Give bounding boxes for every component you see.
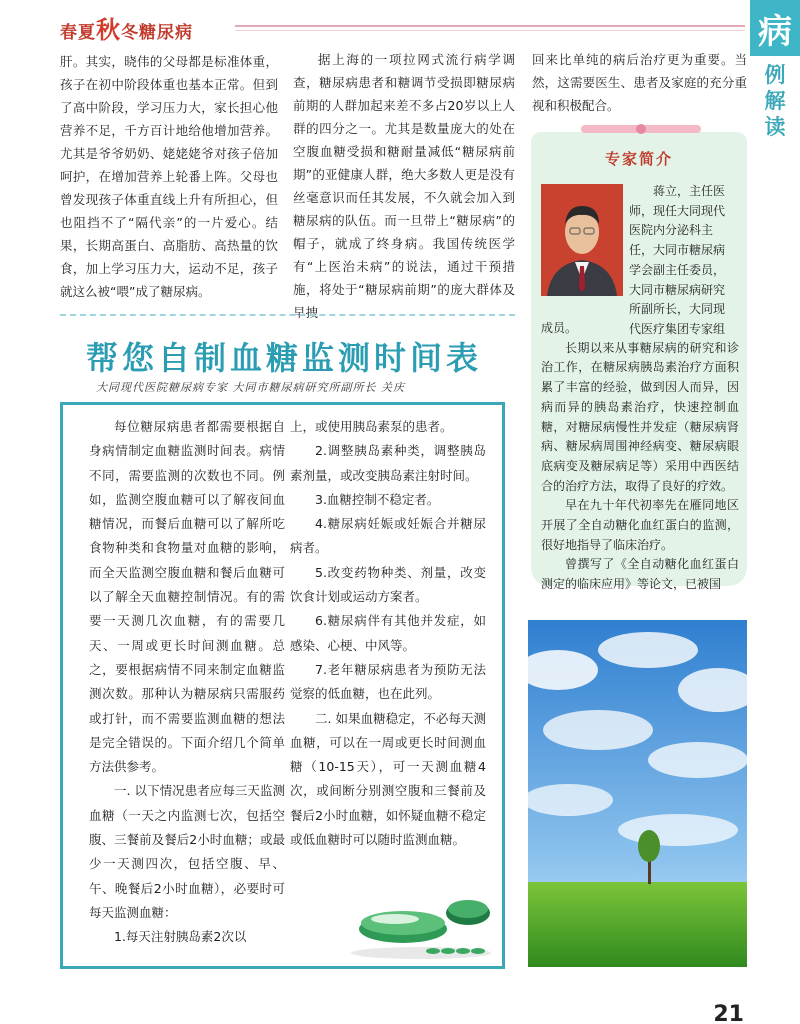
- seasons-pre: 春夏: [60, 23, 96, 43]
- section-tab: 病: [750, 0, 800, 56]
- expert-bio-paragraph: 早在九十年代初率先在雁同地区开展了全自动糖化血红蛋白的监测，很好地指导了临床治疗。: [541, 498, 739, 552]
- page-header: [0, 0, 800, 44]
- expert-line: 蒋立，主任医: [653, 184, 726, 198]
- expert-line: 所副所长，大同现: [629, 302, 726, 317]
- ornament-icon: [581, 122, 701, 136]
- expert-bio-paragraph: 长期以来从事糖尿病的研究和诊治工作，在糖尿病胰岛素治疗方面积累了丰富的经验，做到因人而异，因病而异的胰岛素治疗，快速控制血糖，对糖尿病慢性并发症（糖尿病肾病、糖尿病周围神经病变、糖尿病眼底病变及糖尿病足等）采用中西医结合的治疗方法，取得了良好的疗效。: [541, 340, 739, 493]
- expert-line: 医院内分泌科主: [629, 223, 714, 238]
- expert-bio: [541, 319, 739, 595]
- expert-line: 任，大同市糖尿病: [629, 243, 726, 258]
- dashed-divider: [60, 314, 515, 316]
- expert-bio-paragraph: 曾撰写了《全自动糖化血红蛋白测定的临床应用》等论文，已被国: [541, 557, 739, 592]
- article-paragraph: 上，或使用胰岛素泵的患者。: [290, 419, 453, 434]
- article-paragraph: 1.每天注射胰岛素2次以: [114, 929, 247, 945]
- article-column-left: [89, 415, 285, 950]
- article-paragraph: 每位糖尿病患者都需要根据自身病情制定血糖监测时间表。病情不同，需要监测的次数也不同。例如，监测空腹血糖可以了解夜间血糖情况，而餐后血糖可以了解所吃食物种类和食物量对血糖的影响，而全天监测空腹血糖和餐后血糖可以了解全天血糖控制情况。有的需要一天测几次血糖，有的需要几天、一周或更长时间测血糖。总之，要根据病情不同来制定血糖监测次数。那种认为糖尿病只需服药或打针，而不需要监测血糖的想法是完全错误的。下面介绍几个简单方法供参考。: [89, 419, 285, 775]
- intro-text-3: 回来比单纯的病后治疗更为重要。当然，这需要医生、患者及家庭的充分重视和积极配合。: [532, 52, 747, 113]
- article-column-right: [290, 415, 486, 852]
- article-byline: 大同现代医院糖尿病专家 大同市糖尿病研究所副所长 关庆: [96, 381, 405, 394]
- intro-column-2: [293, 48, 515, 324]
- article-paragraph: 5.改变药物种类、剂量，改变饮食计划或运动方案者。: [290, 564, 486, 605]
- header-rule: [235, 25, 745, 27]
- expert-title: 专家简介: [604, 150, 673, 168]
- article-paragraph: 一. 以下情况患者应每三天监测血糖（一天之内监测七次，包括空腹、三餐前及餐后2小时血糖；或最少一天测四次，包括空腹、早、午、晚餐后2小时血糖），必要时可每天监测血糖：: [89, 783, 285, 920]
- expert-line: 大同市糖尿病研究: [629, 282, 726, 297]
- article-paragraph: 2.调整胰岛素种类，调整胰岛素剂量，或改变胰岛素注射时间。: [290, 443, 486, 483]
- glucose-meter-image: [343, 893, 498, 961]
- section-side-title: 例解读: [764, 62, 786, 139]
- seasons-big: 秋: [96, 15, 121, 44]
- article-box: [60, 402, 505, 969]
- article-paragraph: 二. 如果血糖稳定，不必每天测血糖，可以在一周或更长时间测血糖（10-15天），可一天测血糖4次，或间断分别测空腹和三餐前及餐后2小时血糖，如怀疑血糖不稳定或低血糖时可以随时监测血糖。: [290, 710, 486, 848]
- expert-intro: [629, 182, 739, 340]
- article-paragraph: 3.血糖控制不稳定者。: [315, 491, 440, 507]
- intro-column-3: [532, 48, 747, 117]
- intro-text-1: 肝。其实，晓伟的父母都是标准体重，孩子在初中阶段体重也基本正常。但到了高中阶段，学习压力大，家长担心他营养不足，千方百计地给他增加营养。尤其是爷爷奶奶、姥姥姥爷对孩子倍加呵护，在增加营养上轮番上阵。父母也曾发现孩子体重直线上升有所担心，但也阻挡不了“隔代亲”的一片爱心。结果，长期高蛋白、高脂肪、高热量的饮食，加上学习压力大，运动不足，孩子就这么被“喂”成了糖尿病。: [60, 54, 278, 299]
- article-paragraph: 6.糖尿病伴有其他并发症，如感染、心梗、中风等。: [290, 613, 486, 653]
- expert-bio-cont: 成员。: [541, 321, 578, 335]
- expert-profile-panel: [531, 132, 747, 592]
- expert-line: 师，现任大同现代: [629, 203, 726, 218]
- landscape-image: [528, 620, 747, 967]
- header-rule-thin: [235, 30, 745, 31]
- intro-column-1: [60, 50, 278, 303]
- article-paragraph: 7.老年糖尿病患者为预防无法觉察的低血糖，也在此列。: [290, 661, 486, 702]
- seasons-post: 冬糖尿病: [121, 23, 193, 43]
- article-title: 帮您自制血糖监测时间表: [86, 339, 483, 377]
- expert-line: 学会副主任委员，: [629, 262, 726, 277]
- section-banner: [60, 10, 193, 45]
- expert-photo: [541, 184, 623, 296]
- page-number: 21: [713, 1002, 744, 1024]
- article-paragraph: 4.糖尿病妊娠或妊娠合并糖尿病者。: [290, 516, 486, 556]
- intro-text-2: 据上海的一项拉网式流行病学调查，糖尿病患者和糖调节受损即糖尿病前期的人群加起来差不多占20岁以上人群的四分之一。尤其是数量庞大的处在空腹血糖受损和糖耐量减低“糖尿病前期”的亚健康人群，绝大多数人更是没有丝毫意识而任其发展，不久就会加入到糖尿病的队伍。而一旦带上“糖尿病”的帽子，就成了终身病。我国传统医学有“上医治未病”的说法，通过干预措施，将处于“糖尿病前期”的庞大群体及早拽: [293, 52, 515, 320]
- expert-line: 代医疗集团专家组: [629, 321, 726, 336]
